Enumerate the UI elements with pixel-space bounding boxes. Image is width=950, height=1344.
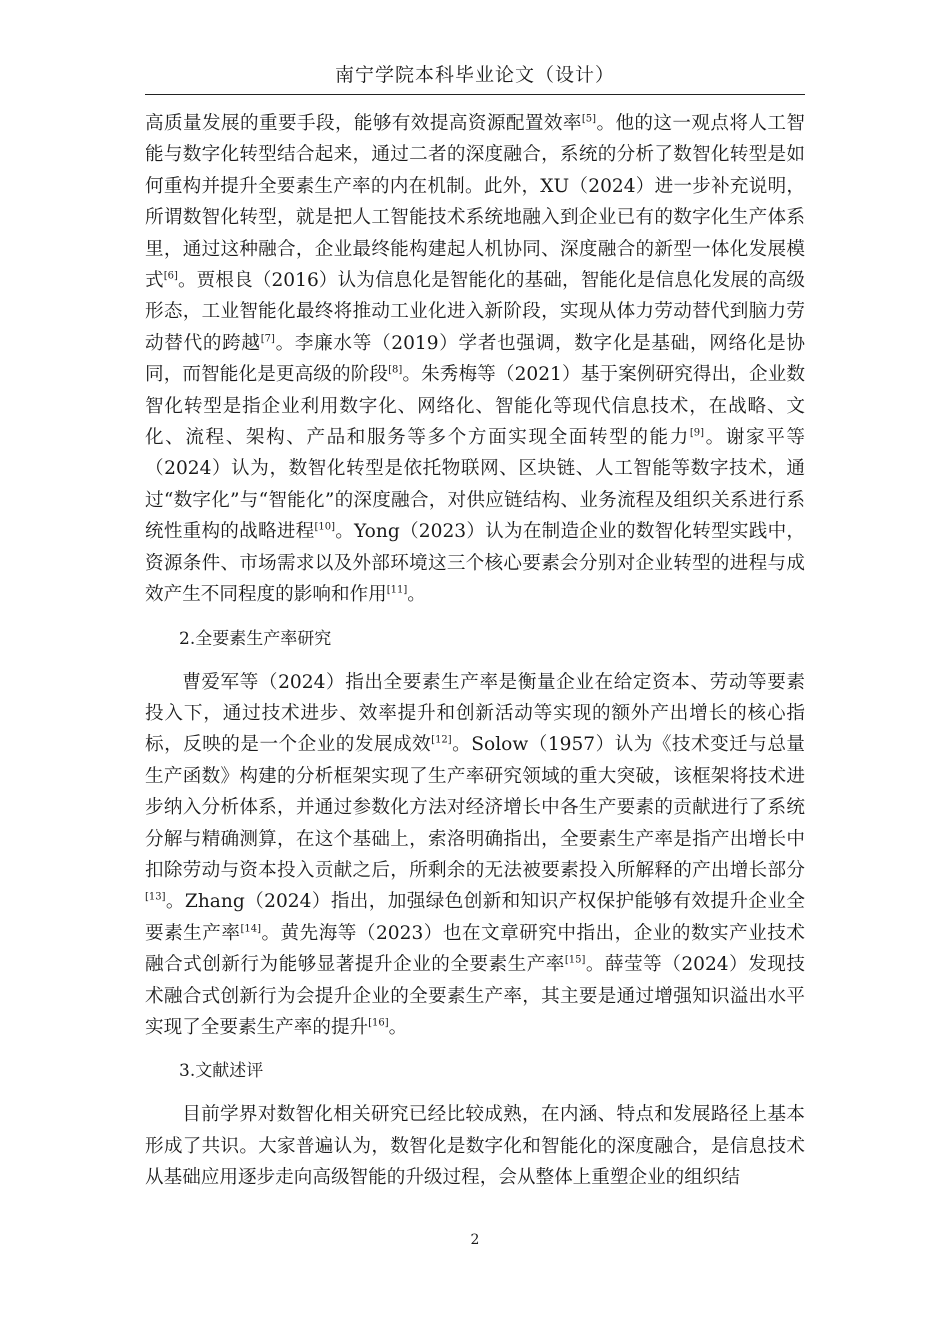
text-run: 。朱秀梅等（2021）基于案例研究得出，企业数智化转型是指企业利用数字化、网络化、智能化等现代信息技术，在战略、文化、流程、架构、产品和服务等多个方面实现全面转型的能力: [145, 364, 805, 449]
section-heading-review: 3.文献述评: [179, 1061, 264, 1082]
text-run: 。黄先海等（2023）也在文章研究中指出，企业的数实产业技术融合式创新行为能够显著提升企业的全要素生产率: [145, 922, 805, 976]
citation-ref: [8]: [388, 364, 403, 376]
citation-ref: [10]: [314, 521, 335, 533]
running-header: 南宁学院本科毕业论文（设计）: [334, 64, 615, 86]
text-run: 。他的这一观点将人工智能与数字化转型结合起来，通过二者的深度融合，系统的分析了数智化转型是如何重构并提升全要素生产率的内在机制。此外，XU（2024）进一步补充说明，所谓数智化转型，就是把人工智能技术系统地融入到企业已有的数字化生产体系里，通过这种融合，企业最终能构建起人机协同、深度融合的新型一体化发展模式: [145, 113, 805, 292]
paragraph-continued: [145, 108, 805, 611]
text-run: 。薛莹等（2024）发现技术融合式创新行为会提升企业的全要素生产率，其主要是通过增强知识溢出水平实现了全要素生产率的提升: [145, 954, 805, 1038]
text-run: 。: [388, 1016, 408, 1038]
text-run: 目前学界对数智化相关研究已经比较成熟，在内涵、特点和发展路径上基本形成了共识。大家普遍认为，数智化是数字化和智能化的深度融合，是信息技术从基础应用逐步走向高级智能的升级过程，会从整体上重塑企业的组织结: [145, 1104, 805, 1189]
citation-ref: [9]: [689, 427, 705, 439]
paragraph-literature-review: [145, 1099, 805, 1193]
text-run: 。贾根良（2016）认为信息化是智能化的基础，智能化是信息化发展的高级形态，工业智能化最终将推动工业化进入新阶段，实现从体力劳动替代到脑力劳动替代的跨越: [145, 270, 805, 354]
paragraph-tfp-research: [145, 667, 805, 1044]
text-run: 。李廉水等（2019）学者也强调，数字化是基础，网络化是协同，而智能化是更高级的阶段: [145, 332, 805, 386]
citation-ref: [12]: [431, 734, 452, 746]
text-run: 。: [407, 584, 426, 606]
text-run: 高质量发展的重要手段，能够有效提高资源配置效率: [145, 113, 582, 134]
citation-ref: [5]: [581, 113, 597, 125]
text-run: 。Zhang（2024）指出，加强绿色创新和知识产权保护能够有效提升企业全要素生产率: [145, 891, 805, 944]
citation-ref: [14]: [240, 923, 261, 935]
header-rule: [145, 94, 805, 95]
citation-ref: [13]: [145, 891, 166, 903]
citation-ref: [15]: [564, 954, 586, 966]
body-text: [145, 108, 805, 1194]
text-run: 。Solow（1957）认为《技术变迁与总量生产函数》构建的分析框架实现了生产率研究领域的重大突破，该框架将技术进步纳入分析体系，并通过参数化方法对经济增长中各生产要素的贡献进行了系统分解与精确测算，在这个基础上，索洛明确指出，全要素生产率是指产出增长中扣除劳动与资本投入贡献之后，所剩余的无法被要素投入所解释的产出增长部分: [145, 734, 805, 881]
citation-ref: [6]: [163, 270, 178, 282]
text-run: 曹爱军等（2024）指出全要素生产率是衡量企业在给定资本、劳动等要素投入下，通过技术进步、效率提升和创新活动等实现的额外产出增长的核心指标，反映的是一个企业的发展成效: [145, 671, 805, 756]
section-heading-tfp: 2.全要素生产率研究: [179, 628, 332, 649]
page-number: 2: [470, 1232, 480, 1248]
text-run: 。Yong（2023）认为在制造企业的数智化转型实践中，资源条件、市场需求以及外部环境这三个核心要素会分别对企业转型的进程与成效产生不同程度的影响和作用: [145, 521, 805, 606]
citation-ref: [11]: [386, 584, 408, 596]
citation-ref: [7]: [260, 333, 275, 345]
text-run: 。谢家平等（2024）认为，数智化转型是依托物联网、区块链、人工智能等数字技术，通过“数字化”与“智能化”的深度融合，对供应链结构、业务流程及组织关系进行系统性重构的战略进程: [145, 427, 805, 543]
citation-ref: [16]: [368, 1017, 389, 1029]
